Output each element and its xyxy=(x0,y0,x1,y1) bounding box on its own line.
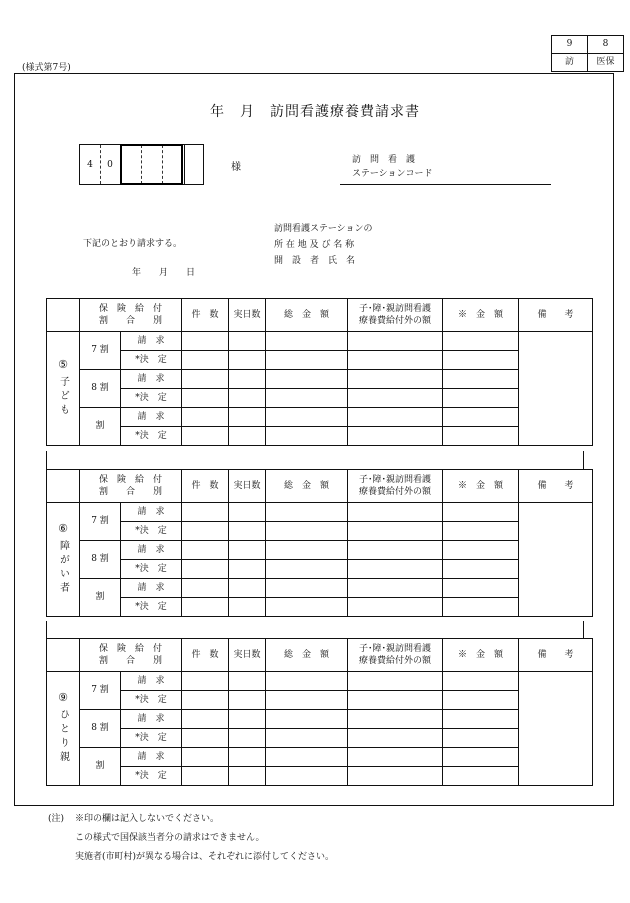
count-header: 件 数 xyxy=(182,299,229,332)
days-header: 実日数 xyxy=(229,639,266,672)
entry-cell[interactable] xyxy=(443,560,519,579)
entry-cell[interactable] xyxy=(182,560,229,579)
section-name: 障がい者 xyxy=(57,540,69,596)
entry-cell[interactable] xyxy=(348,710,443,729)
section-label xyxy=(47,503,80,617)
section-name: 子ども xyxy=(57,376,69,418)
entry-cell[interactable] xyxy=(182,767,229,786)
entry-cell[interactable] xyxy=(182,408,229,427)
entry-cell[interactable] xyxy=(443,522,519,541)
total-header: 総 金 額 xyxy=(266,470,348,503)
entry-cell[interactable] xyxy=(443,691,519,710)
entry-cell[interactable] xyxy=(229,351,266,370)
rate-cell: 7 割 xyxy=(80,672,121,710)
code-box xyxy=(551,35,624,72)
entry-cell[interactable] xyxy=(348,767,443,786)
entry-cell[interactable] xyxy=(229,389,266,408)
row-label: 請 求 xyxy=(121,332,182,351)
section-number: ⑥ xyxy=(58,522,68,535)
entry-cell[interactable] xyxy=(229,598,266,617)
other-amount-header xyxy=(348,639,443,672)
entry-cell[interactable] xyxy=(182,427,229,446)
benefit-header xyxy=(80,299,182,332)
code-box-cell: 医保 xyxy=(588,54,624,72)
entry-cell[interactable] xyxy=(348,522,443,541)
entry-cell[interactable] xyxy=(443,351,519,370)
entry-cell[interactable] xyxy=(182,389,229,408)
other-amount-header xyxy=(348,299,443,332)
rate-cell: 8 割 xyxy=(80,710,121,748)
entry-cell[interactable] xyxy=(443,332,519,351)
entry-cell[interactable] xyxy=(182,598,229,617)
page-title: 年 月 訪問看護療養費請求書 xyxy=(210,104,420,120)
station-code-label: ステーションコード xyxy=(352,169,433,179)
station-info-line: 所 在 地 及 び 名 称 xyxy=(274,240,355,250)
entry-cell[interactable] xyxy=(348,691,443,710)
entry-cell[interactable] xyxy=(348,748,443,767)
entry-cell[interactable] xyxy=(229,503,266,522)
remarks-header: 備 考 xyxy=(519,639,593,672)
entry-cell[interactable] xyxy=(266,332,348,351)
entry-cell[interactable] xyxy=(348,408,443,427)
entry-cell[interactable] xyxy=(266,503,348,522)
other-amount-header-line: 子･障･親訪問看護 xyxy=(359,475,432,485)
entry-cell[interactable] xyxy=(229,522,266,541)
section-gap xyxy=(46,621,584,639)
entry-cell[interactable] xyxy=(266,710,348,729)
entry-cell[interactable] xyxy=(443,541,519,560)
entry-cell[interactable] xyxy=(229,672,266,691)
entry-cell[interactable] xyxy=(443,408,519,427)
row-label: *決 定 xyxy=(121,691,182,710)
row-label: 請 求 xyxy=(121,503,182,522)
count-header: 件 数 xyxy=(182,470,229,503)
benefit-header-line: 割 合 別 xyxy=(99,487,163,497)
note-line: 実施者(市町村)が異なる場合は、それぞれに添付してください。 xyxy=(75,852,335,862)
entry-cell[interactable] xyxy=(266,541,348,560)
entry-cell[interactable] xyxy=(348,332,443,351)
row-label: 請 求 xyxy=(121,579,182,598)
note-line: この様式で国保該当者分の請求はできません。 xyxy=(75,833,265,843)
entry-cell[interactable] xyxy=(348,427,443,446)
row-label: 請 求 xyxy=(121,672,182,691)
entry-cell[interactable] xyxy=(266,389,348,408)
entry-cell[interactable] xyxy=(266,427,348,446)
amount-header: ※ 金 額 xyxy=(443,470,519,503)
entry-cell[interactable] xyxy=(229,691,266,710)
entry-cell[interactable] xyxy=(348,370,443,389)
station-code-digit: 4 xyxy=(87,159,93,170)
entry-cell[interactable] xyxy=(348,351,443,370)
other-amount-header xyxy=(348,470,443,503)
entry-cell[interactable] xyxy=(182,579,229,598)
entry-cell[interactable] xyxy=(348,579,443,598)
entry-cell[interactable] xyxy=(443,748,519,767)
entry-cell[interactable] xyxy=(229,767,266,786)
row-label: *決 定 xyxy=(121,767,182,786)
benefit-header-line: 割 合 別 xyxy=(99,656,163,666)
row-label: *決 定 xyxy=(121,389,182,408)
entry-cell[interactable] xyxy=(182,729,229,748)
row-label: *決 定 xyxy=(121,560,182,579)
claim-section xyxy=(46,298,593,446)
entry-cell[interactable] xyxy=(229,579,266,598)
entry-cell[interactable] xyxy=(443,579,519,598)
entry-cell[interactable] xyxy=(266,579,348,598)
claim-section xyxy=(46,638,593,786)
entry-cell[interactable] xyxy=(229,729,266,748)
row-label: 請 求 xyxy=(121,748,182,767)
sama-label: 様 xyxy=(231,162,241,173)
blank-header-cell xyxy=(47,299,80,332)
station-code-label: 訪 問 看 護 xyxy=(352,155,416,165)
row-label: *決 定 xyxy=(121,729,182,748)
station-info-line: 開 設 者 氏 名 xyxy=(274,256,356,266)
rate-cell: 7 割 xyxy=(80,332,121,370)
entry-cell[interactable] xyxy=(266,370,348,389)
entry-cell[interactable] xyxy=(229,408,266,427)
rate-cell: 割 xyxy=(80,579,121,617)
entry-cell[interactable] xyxy=(182,370,229,389)
benefit-header-line: 保 険 給 付 xyxy=(99,644,163,654)
entry-cell[interactable] xyxy=(182,710,229,729)
entry-cell[interactable] xyxy=(229,710,266,729)
section-gap xyxy=(46,451,584,469)
rate-cell: 7 割 xyxy=(80,503,121,541)
benefit-header-line: 保 険 給 付 xyxy=(99,475,163,485)
entry-cell[interactable] xyxy=(443,710,519,729)
code-box-cell: 8 xyxy=(588,36,624,54)
entry-cell[interactable] xyxy=(348,560,443,579)
row-label: *決 定 xyxy=(121,427,182,446)
entry-cell[interactable] xyxy=(443,672,519,691)
rate-cell: 割 xyxy=(80,408,121,446)
entry-cell[interactable] xyxy=(348,729,443,748)
entry-cell[interactable] xyxy=(266,408,348,427)
entry-cell[interactable] xyxy=(443,370,519,389)
other-amount-header-line: 療養費給付外の額 xyxy=(359,487,432,497)
entry-cell[interactable] xyxy=(443,389,519,408)
entry-cell[interactable] xyxy=(182,691,229,710)
benefit-header-line: 割 合 別 xyxy=(99,316,163,326)
total-header: 総 金 額 xyxy=(266,299,348,332)
benefit-header-line: 保 険 給 付 xyxy=(99,304,163,314)
blank-header-cell xyxy=(47,470,80,503)
entry-cell[interactable] xyxy=(229,427,266,446)
entry-cell[interactable] xyxy=(348,541,443,560)
entry-cell[interactable] xyxy=(348,503,443,522)
other-amount-header-line: 子･障･親訪問看護 xyxy=(359,644,432,654)
row-label: *決 定 xyxy=(121,598,182,617)
benefit-header xyxy=(80,639,182,672)
code-box-cell: 訪 xyxy=(552,54,588,72)
entry-cell[interactable] xyxy=(266,598,348,617)
entry-cell[interactable] xyxy=(229,541,266,560)
days-header: 実日数 xyxy=(229,299,266,332)
section-name: ひとり親 xyxy=(57,709,69,765)
code-box-cell: 9 xyxy=(552,36,588,54)
section-label xyxy=(47,672,80,786)
entry-cell[interactable] xyxy=(182,332,229,351)
other-amount-header-line: 子･障･親訪問看護 xyxy=(359,304,432,314)
entry-cell[interactable] xyxy=(443,598,519,617)
remarks-cell[interactable] xyxy=(519,672,593,786)
row-label: 請 求 xyxy=(121,370,182,389)
entry-cell[interactable] xyxy=(266,767,348,786)
entry-cell[interactable] xyxy=(229,332,266,351)
station-code-bold-box[interactable] xyxy=(120,144,183,185)
count-header: 件 数 xyxy=(182,639,229,672)
notes-prefix: (注) xyxy=(48,814,65,824)
station-info-line: 訪問看護ステーションの xyxy=(274,224,373,234)
station-code-digit: 0 xyxy=(107,159,113,170)
entry-cell[interactable] xyxy=(443,729,519,748)
entry-cell[interactable] xyxy=(182,748,229,767)
entry-cell[interactable] xyxy=(266,560,348,579)
entry-cell[interactable] xyxy=(182,503,229,522)
days-header: 実日数 xyxy=(229,470,266,503)
station-code-underline xyxy=(340,184,551,185)
benefit-header xyxy=(80,470,182,503)
request-text: 下記のとおり請求する。 xyxy=(83,239,183,249)
claim-section xyxy=(46,469,593,617)
section-number: ⑤ xyxy=(58,358,68,371)
date-field[interactable]: 年 月 日 xyxy=(132,268,196,278)
amount-header: ※ 金 額 xyxy=(443,299,519,332)
form-number: (様式第7号) xyxy=(22,63,71,73)
entry-cell[interactable] xyxy=(182,351,229,370)
entry-cell[interactable] xyxy=(348,598,443,617)
section-number: ⑨ xyxy=(58,691,68,704)
total-header: 総 金 額 xyxy=(266,639,348,672)
entry-cell[interactable] xyxy=(229,370,266,389)
entry-cell[interactable] xyxy=(182,672,229,691)
entry-cell[interactable] xyxy=(443,427,519,446)
entry-cell[interactable] xyxy=(182,541,229,560)
entry-cell[interactable] xyxy=(348,389,443,408)
entry-cell[interactable] xyxy=(182,522,229,541)
entry-cell[interactable] xyxy=(229,748,266,767)
entry-cell[interactable] xyxy=(266,351,348,370)
row-label: 請 求 xyxy=(121,541,182,560)
note-line: ※印の欄は記入しないでください。 xyxy=(75,814,220,824)
remarks-cell[interactable] xyxy=(519,503,593,617)
rate-cell: 割 xyxy=(80,748,121,786)
section-label xyxy=(47,332,80,446)
other-amount-header-line: 療養費給付外の額 xyxy=(359,656,432,666)
entry-cell[interactable] xyxy=(229,560,266,579)
rate-cell: 8 割 xyxy=(80,370,121,408)
entry-cell[interactable] xyxy=(266,729,348,748)
remarks-header: 備 考 xyxy=(519,299,593,332)
row-label: 請 求 xyxy=(121,710,182,729)
other-amount-header-line: 療養費給付外の額 xyxy=(359,316,432,326)
entry-cell[interactable] xyxy=(443,767,519,786)
row-label: *決 定 xyxy=(121,351,182,370)
entry-cell[interactable] xyxy=(443,503,519,522)
rate-cell: 8 割 xyxy=(80,541,121,579)
entry-cell[interactable] xyxy=(266,522,348,541)
entry-cell[interactable] xyxy=(266,691,348,710)
entry-cell[interactable] xyxy=(266,672,348,691)
row-label: 請 求 xyxy=(121,408,182,427)
remarks-cell[interactable] xyxy=(519,332,593,446)
blank-header-cell xyxy=(47,639,80,672)
entry-cell[interactable] xyxy=(266,748,348,767)
entry-cell[interactable] xyxy=(348,672,443,691)
remarks-header: 備 考 xyxy=(519,470,593,503)
row-label: *決 定 xyxy=(121,522,182,541)
amount-header: ※ 金 額 xyxy=(443,639,519,672)
